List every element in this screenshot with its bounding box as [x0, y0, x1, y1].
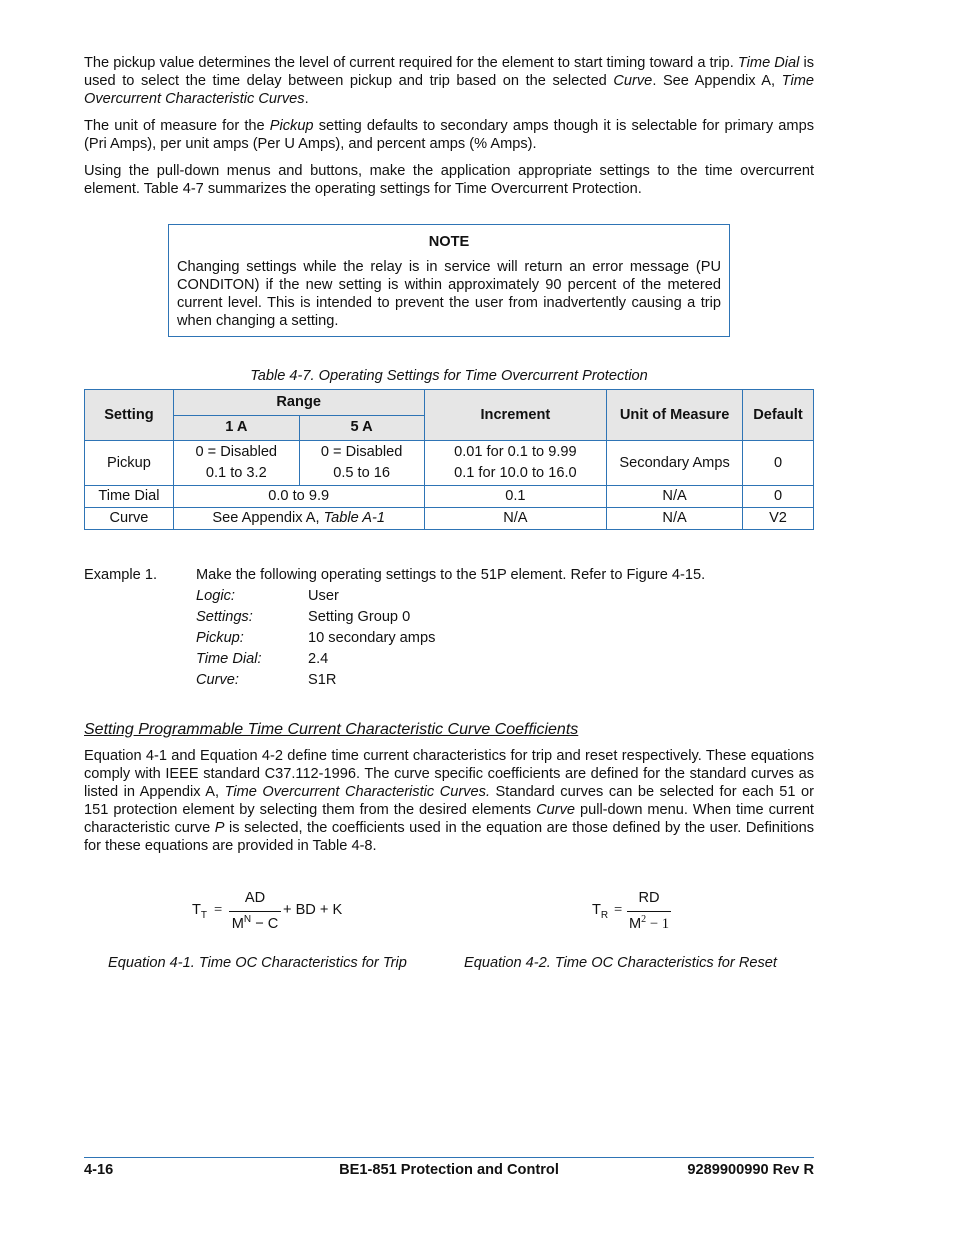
italic-text-run: Time Overcurrent Characteristic Curves. — [224, 784, 491, 800]
cell-default: 0 — [743, 486, 814, 508]
table-caption: Table 4-7. Operating Settings for Time Overcurrent Protection — [250, 368, 648, 384]
cell-increment: 0.1 — [424, 486, 607, 508]
note-body: Changing settings while the relay is in service will return an error message (PU CONDITON) if the new setting is within approximately 90 percent of the metered current level. This is intended to prevent the user from inadvertently causing a trip when changing a setting. — [177, 259, 721, 329]
cell-increment — [424, 441, 607, 486]
eq-denominator — [627, 914, 671, 933]
example-intro-row — [84, 565, 814, 586]
trip-equation-caption: Equation 4-1. Time OC Characteristics for Trip — [108, 955, 407, 971]
eq-equals: = — [214, 902, 223, 918]
example-block — [84, 565, 814, 691]
cell-line: 0 = Disabled — [195, 444, 278, 460]
text-run: . — [304, 91, 309, 107]
example-item-value: User — [308, 588, 339, 604]
cell-range-5a — [299, 441, 424, 486]
header-default: Default — [743, 390, 814, 441]
reset-equation-caption: Equation 4-2. Time OC Characteristics for Reset — [464, 955, 777, 971]
note-box — [168, 224, 730, 337]
cell-default: 0 — [743, 441, 814, 486]
cell-unit: Secondary Amps — [607, 441, 743, 486]
example-item-value: 10 secondary amps — [308, 630, 436, 646]
example-intro: Make the following operating settings to the 51P element. Refer to Figure 4-15. — [196, 567, 706, 583]
intro-text — [84, 54, 814, 207]
example-item-value: S1R — [308, 672, 337, 688]
cell-setting-name: Pickup — [85, 441, 174, 486]
header-range-5a: 5 A — [299, 415, 424, 441]
table-row — [85, 486, 814, 508]
section-paragraph-wrap — [84, 747, 814, 864]
example-label: Example 1. — [84, 567, 158, 583]
eq-den-base: M — [231, 915, 244, 932]
example-item-key: Time Dial: — [196, 651, 262, 667]
italic-text-run: P — [214, 820, 225, 836]
eq-lhs — [192, 902, 207, 921]
text-run: The unit of measure for the — [84, 118, 270, 134]
table-a1-reference: Table A-1 — [323, 510, 385, 526]
eq-denominator — [229, 914, 281, 932]
cell-default: V2 — [743, 508, 814, 530]
eq-equals: = — [614, 902, 623, 918]
header-unit-of-measure: Unit of Measure — [607, 390, 743, 441]
cell-range — [173, 508, 424, 530]
cell-unit: N/A — [607, 486, 743, 508]
header-increment: Increment — [424, 390, 607, 441]
eq-tail: + BD + K — [283, 902, 343, 918]
example-item-key: Pickup: — [196, 630, 244, 646]
header-range: Range — [173, 390, 424, 416]
footer-title: BE1-851 Protection and Control — [339, 1162, 559, 1178]
text-run: Standard curves can be selected for each 51 or 151 protection element by selecting them from the desired elements — [84, 784, 814, 818]
italic-text-run: Time Overcurrent Characteristic Curves — [84, 73, 814, 107]
text-run: Using the pull-down menus and buttons, make the application appropriate settings to the time overcurrent element. Table 4-7 summarizes the operating settings for Time Overcurrent Protection. — [84, 163, 814, 197]
cell-line: 0 = Disabled — [320, 444, 403, 460]
text-run: setting defaults to secondary amps though it is selectable for primary amps (Pri Amps), per unit amps (Per U Amps), and percent amps (% Amps). — [84, 118, 814, 152]
eq-fraction-bar — [229, 911, 281, 912]
text-run: The pickup value determines the level of current required for the element to start timing toward a trip. — [84, 55, 738, 71]
section-heading: Setting Programmable Time Current Characteristic Curve Coefficients — [84, 721, 579, 738]
eq-lhs — [592, 902, 608, 921]
cell-range-text: See Appendix A, — [212, 510, 324, 526]
example-item — [84, 607, 814, 628]
cell-range-1a — [173, 441, 299, 486]
note-title: NOTE — [428, 234, 470, 250]
eq-lhs-subscript: R — [600, 909, 609, 921]
eq-den-base: M — [629, 915, 642, 932]
text-run: pull-down menu. When time current characteristic curve — [84, 802, 814, 836]
italic-text-run: Curve — [536, 802, 575, 818]
example-item-value: 2.4 — [308, 651, 329, 667]
cell-line: 0.5 to 16 — [333, 465, 391, 481]
example-item — [84, 670, 814, 691]
example-item-key: Curve: — [196, 672, 239, 688]
example-item-value: Setting Group 0 — [308, 609, 411, 625]
intro-paragraph-3 — [84, 162, 814, 198]
eq-den-exponent: 2 — [641, 914, 647, 925]
eq-den-rest: − 1 — [646, 915, 669, 932]
eq-lhs-symbol: T — [192, 902, 201, 918]
text-run: . See Appendix A, — [652, 73, 782, 89]
eq-den-exponent: N — [243, 914, 252, 925]
example-item — [84, 628, 814, 649]
cell-setting-name: Curve — [85, 508, 174, 530]
example-item-key: Settings: — [196, 609, 253, 625]
example-item-key: Logic: — [196, 588, 235, 604]
table-row — [85, 508, 814, 530]
text-run: is used to select the time delay between pickup and trip based on the selected — [84, 55, 815, 89]
cell-setting-name: Time Dial — [85, 486, 174, 508]
eq-lhs-symbol: T — [592, 902, 601, 918]
cell-increment: N/A — [424, 508, 607, 530]
eq-numerator: RD — [638, 890, 660, 906]
cell-line: 0.1 for 10.0 to 16.0 — [454, 465, 577, 481]
cell-line: 0.01 for 0.1 to 9.99 — [454, 444, 577, 460]
table-header-row — [85, 390, 814, 416]
eq-den-rest: − C — [251, 915, 279, 932]
intro-paragraph-2 — [84, 117, 814, 153]
trip-equation — [192, 890, 392, 940]
operating-settings-table — [84, 389, 814, 530]
header-range-1a: 1 A — [173, 415, 299, 441]
italic-text-run: Pickup — [269, 118, 314, 134]
footer-document-number: 9289900990 Rev R — [687, 1162, 814, 1178]
cell-range: 0.0 to 9.9 — [173, 486, 424, 508]
eq-fraction-bar — [627, 911, 671, 912]
table-row — [85, 441, 814, 486]
intro-paragraph-1 — [84, 54, 814, 108]
cell-line: 0.1 to 3.2 — [205, 465, 267, 481]
example-item — [84, 586, 814, 607]
eq-numerator: AD — [244, 890, 266, 906]
header-setting: Setting — [85, 390, 174, 441]
example-item — [84, 649, 814, 670]
text-run: is selected, the coefficients used in the equation are those defined by the user. Definitions for these equations are provided in Table 4-8. — [84, 820, 814, 854]
reset-equation — [592, 890, 792, 940]
italic-text-run: Time Dial — [737, 55, 800, 71]
page-footer — [84, 1157, 814, 1178]
cell-unit: N/A — [607, 508, 743, 530]
footer-page-number: 4-16 — [84, 1162, 114, 1178]
text-run: Equation 4-1 and Equation 4-2 define time current characteristics for trip and reset respectively. These equations comply with IEEE standard C37.112-1996. The curve specific coefficients are defined for the standard curves as listed in Appendix A, — [84, 748, 814, 800]
italic-text-run: Curve — [613, 73, 653, 89]
eq-lhs-subscript: T — [200, 909, 208, 921]
section-paragraph — [84, 747, 814, 855]
